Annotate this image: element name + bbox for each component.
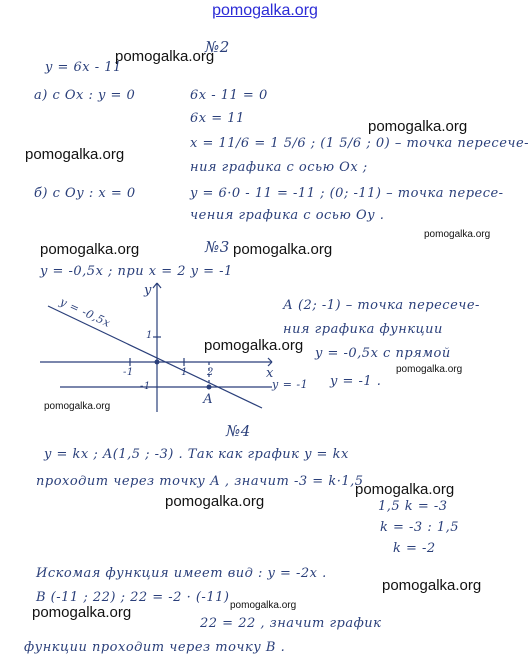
task4-eq1: 1,5 k = -3 <box>378 499 448 514</box>
graph-tick-y-pos: 1 <box>146 330 153 341</box>
task2-number: №2 <box>205 38 230 56</box>
task3-point-cont2: y = -0,5x с прямой <box>315 346 451 361</box>
origin-point <box>155 360 160 365</box>
watermark: pomogalka.org <box>424 229 491 240</box>
task4-line5: 22 = 22 , значит график <box>200 616 382 631</box>
graph-line-label: y = -0,5x <box>57 295 113 330</box>
graph-point-a-label: А <box>203 392 214 407</box>
graph-hline-label: y = -1 <box>272 378 309 391</box>
graph-tick-x-pos: 1 <box>181 367 188 378</box>
watermark: pomogalka.org <box>233 241 333 258</box>
graph-x-axis-label: x <box>266 366 274 381</box>
watermark: pomogalka.org <box>396 364 463 375</box>
task3-point-cont: ния графика функции <box>283 322 443 337</box>
task3-point: А (2; -1) – точка пересече- <box>283 298 480 313</box>
task4-line2: проходит через точку А , значит -3 = k·1,5 <box>36 474 364 489</box>
watermark: pomogalka.org <box>115 48 215 65</box>
watermark: pomogalka.org <box>368 118 468 135</box>
point-a-marker <box>207 385 212 390</box>
task4-line1: y = kx ; A(1,5 ; -3) . Так как график y = kx <box>44 447 349 462</box>
watermark: pomogalka.org <box>355 481 455 498</box>
task3-point-cont3: y = -1 . <box>330 374 382 389</box>
task4-line3: Искомая функция имеет вид : y = -2x . <box>36 566 327 581</box>
task4-line6: функции проходит через точку В . <box>24 640 286 655</box>
watermark: pomogalka.org <box>204 337 304 354</box>
task4-eq3: k = -2 <box>393 541 436 556</box>
task2-eq4-cont: чения графика с осью Оу . <box>190 208 385 223</box>
watermark: pomogalka.org <box>382 577 482 594</box>
task3-function: y = -0,5x ; при х = 2 y = -1 <box>40 264 233 279</box>
task2-eq3-cont: ния графика с осью Ох ; <box>190 160 368 175</box>
watermark: pomogalka.org <box>32 604 132 621</box>
watermark: pomogalka.org <box>230 600 297 611</box>
watermark: pomogalka.org <box>44 401 111 412</box>
task2-eq2: 6x = 11 <box>190 111 245 126</box>
task2-eq3: x = 11/6 = 1 5/6 ; (1 5/6 ; 0) – точка пересече- <box>190 136 530 151</box>
task2-eq1: 6x - 11 = 0 <box>190 88 268 103</box>
graph-tick-y-neg: -1 <box>140 381 151 392</box>
watermark: pomogalka.org <box>25 146 125 163</box>
task3-number: №3 <box>205 238 230 256</box>
site-header-link[interactable]: pomogalka.org <box>212 2 318 19</box>
graph-y-axis-label: y <box>144 283 152 298</box>
task4-number: №4 <box>226 422 251 440</box>
graph-tick-x-two: 2 <box>207 367 214 378</box>
task2-eq4: y = 6·0 - 11 = -11 ; (0; -11) – точка пересе- <box>190 186 504 201</box>
task2-function: y = 6x - 11 <box>45 60 122 75</box>
watermark: pomogalka.org <box>40 241 140 258</box>
task4-line4: B (-11 ; 22) ; 22 = -2 · (-11) <box>36 590 230 605</box>
task2-case-a: а) с Ох : y = 0 <box>34 88 136 103</box>
task4-eq2: k = -3 : 1,5 <box>380 520 460 535</box>
watermark: pomogalka.org <box>165 493 265 510</box>
graph-tick-x-neg: -1 <box>123 367 134 378</box>
task2-case-b: б) с Оу : х = 0 <box>34 186 136 201</box>
line-y-neg-half-x <box>48 306 262 408</box>
